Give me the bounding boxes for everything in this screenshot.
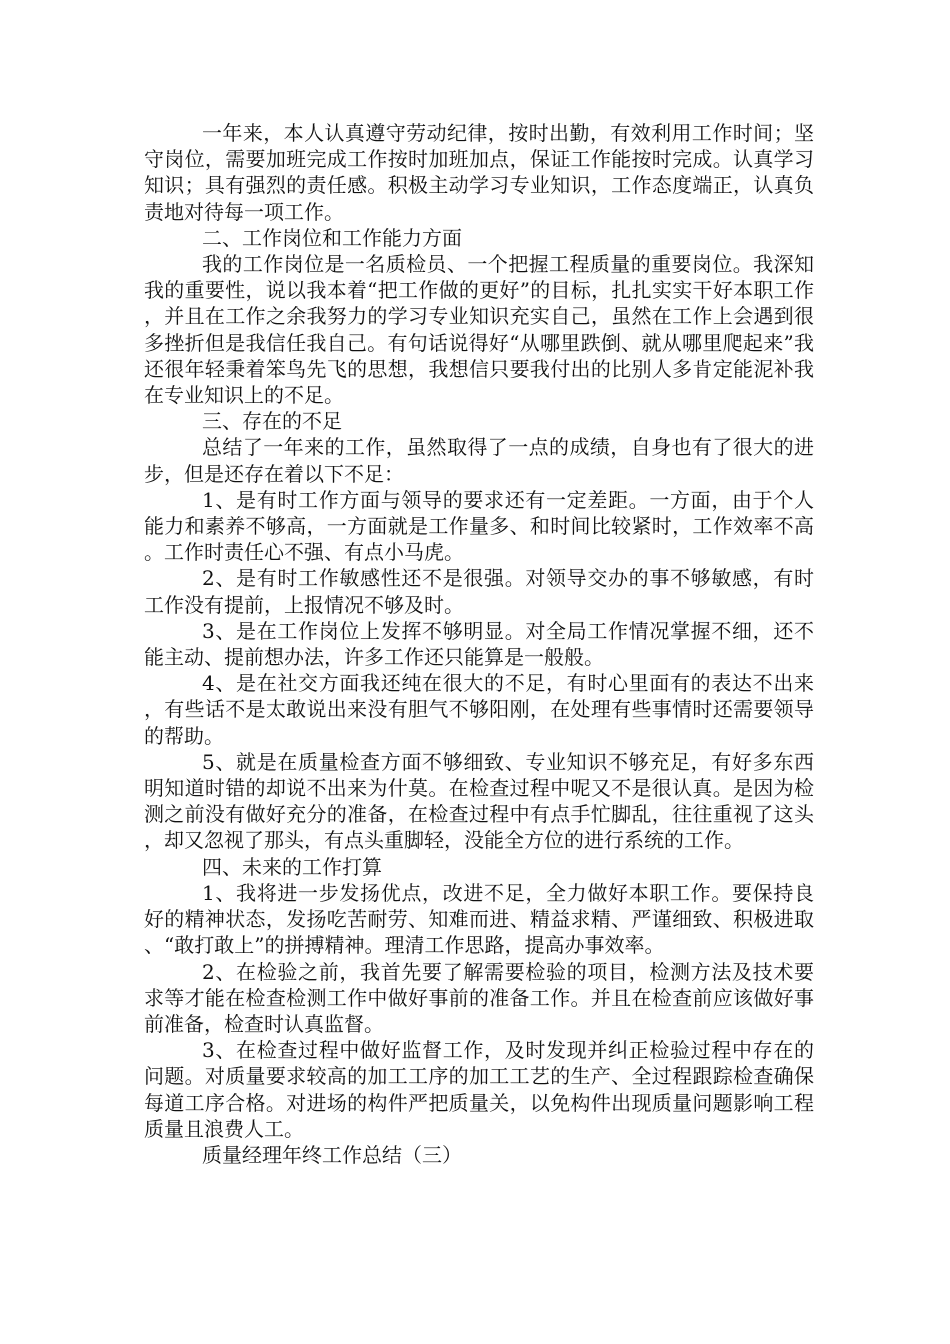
paragraph-plan-3: 3、在检查过程中做好监督工作，及时发现并纠正检验过程中存在的问题。对质量要求较高的加工工序的加工工艺的生产、全过程跟踪检查确保每道工序合格。对进场的构件严把质量关，以免构件出现质量问题影响工程质量且浪费人工。 <box>144 1038 814 1141</box>
paragraph-shortcoming-3: 3、是在工作岗位上发挥不够明显。对全局工作情况掌握不细，还不能主动、提前想办法，许多工作还只能算是一般般。 <box>144 618 814 670</box>
paragraph-work-discipline: 一年来，本人认真遵守劳动纪律，按时出勤，有效利用工作时间；坚守岗位，需要加班完成工作按时加班加点，保证工作能按时完成。认真学习知识；具有强烈的责任感。积极主动学习专业知识，工作态度端正，认真负责地对待每一项工作。 <box>144 121 814 224</box>
paragraph-shortcoming-2: 2、是有时工作敏感性还不是很强。对领导交办的事不够敏感，有时工作没有提前，上报情况不够及时。 <box>144 566 814 617</box>
paragraph-shortcoming-1: 1、是有时工作方面与领导的要求还有一定差距。一方面，由于个人能力和素养不够高，一方面就是工作量多、和时间比较紧时，工作效率不高。工作时责任心不强、有点小马虎。 <box>144 487 814 565</box>
document-page <box>144 120 814 1168</box>
paragraph-shortcoming-4: 4、是在社交方面我还纯在很大的不足，有时心里面有的表达不出来，有些话不是太敢说出来没有胆气不够阳刚，在处理有些事情时还需要领导的帮助。 <box>144 671 814 748</box>
section-heading-job-ability: 二、工作岗位和工作能力方面 <box>202 225 462 250</box>
paragraph-plan-1: 1、我将进一步发扬优点，改进不足，全力做好本职工作。要保持良好的精神状态，发扬吃苦耐劳、知难而进、精益求精、严谨细致、积极进取、“敢打敢上”的拼搏精神。理清工作思路，提高办事效率。 <box>144 880 814 958</box>
paragraph-job-position: 我的工作岗位是一名质检员、一个把握工程质量的重要岗位。我深知我的重要性，说以我本着“把工作做的更好”的目标，扎扎实实干好本职工作，并且在工作之余我努力的学习专业知识充实自己，虽然在工作上会遇到很多挫折但是我信任我自己。有句话说得好“从哪里跌倒、就从哪里爬起来”我还很年轻秉着笨鸟先飞的思想，我想信只要我付出的比别人多肯定能泥补我在专业知识上的不足。 <box>144 252 814 408</box>
paragraph-shortcoming-5: 5、就是在质量检查方面不够细致、专业知识不够充足，有好多东西明知道时错的却说不出来为什莫。在检查过程中呢又不是很认真。是因为检测之前没有做好充分的准备，在检查过程中有点手忙脚乱，往往重视了这头，却又忽视了那头，有点头重脚轻，没能全方位的进行系统的工作。 <box>144 749 814 853</box>
section-heading-shortcomings: 三、存在的不足 <box>202 409 342 434</box>
section-heading-future-plans: 四、未来的工作打算 <box>202 854 382 879</box>
paragraph-shortcomings-intro: 总结了一年来的工作，虽然取得了一点的成绩，自身也有了很大的进步，但是还存在着以下不足： <box>144 435 814 486</box>
paragraph-plan-2: 2、在检验之前，我首先要了解需要检验的项目，检测方法及技术要求等才能在检查检测工作中做好事前的准备工作。并且在检查前应该做好事前准备，检查时认真监督。 <box>144 959 814 1036</box>
next-document-title: 质量经理年终工作总结（三） <box>202 1142 462 1167</box>
